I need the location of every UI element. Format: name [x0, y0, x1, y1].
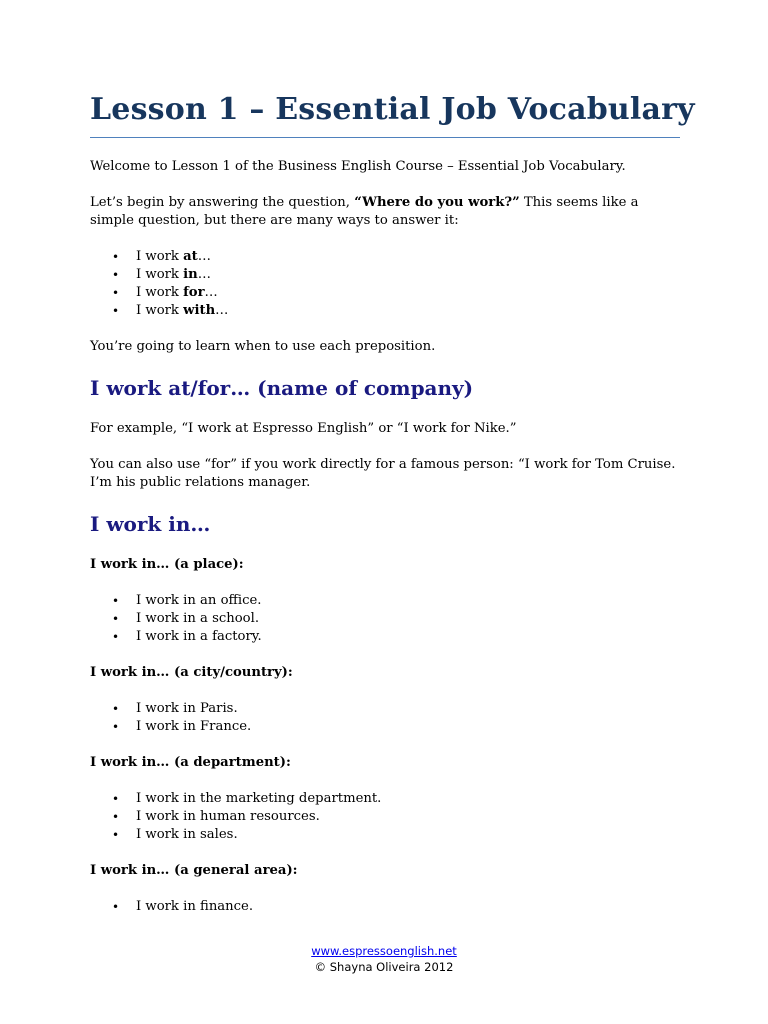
question-text-before: Let’s begin by answering the question, — [90, 195, 355, 210]
title-underline — [90, 137, 680, 138]
group-label-area: I work in… (a general area): — [90, 863, 298, 878]
list-item: • I work in human resources. — [90, 808, 680, 826]
example-paragraph: For example, “I work at Espresso English” or “I work for Nike.” — [90, 421, 517, 436]
list-item: • I work in sales. — [90, 826, 680, 844]
section-heading-in: I work in… — [90, 512, 211, 536]
list-item: • I work in the marketing department. — [90, 790, 680, 808]
city-list — [90, 700, 680, 736]
list-item: • I work in Paris. — [90, 700, 680, 718]
list-item: • I work in an office. — [90, 592, 680, 610]
learn-note: You’re going to learn when to use each preposition. — [90, 339, 436, 354]
list-item: • I work with… — [90, 302, 680, 320]
list-item: • I work in a factory. — [90, 628, 680, 646]
question-highlight: “Where do you work?” — [354, 195, 520, 210]
list-item: • I work for… — [90, 284, 680, 302]
place-list — [90, 592, 680, 646]
question-text-after: This seems like a simple question, but there are many ways to answer it: — [90, 195, 639, 228]
famous-person-paragraph: You can also use “for” if you work directly for a famous person: “I work for Tom Cruise. I’m his public relations manager. — [90, 457, 676, 490]
website-link[interactable]: www.espressoenglish.net — [311, 944, 457, 958]
section-heading-at-for: I work at/for… (name of company) — [90, 376, 474, 400]
copyright-notice: © Shayna Oliveira 2012 — [314, 960, 454, 974]
list-item: • I work in a school. — [90, 610, 680, 628]
group-label-city: I work in… (a city/country): — [90, 665, 293, 680]
list-item: • I work in finance. — [90, 898, 680, 916]
document-body — [90, 158, 680, 934]
list-item: • I work at… — [90, 248, 680, 266]
group-label-department: I work in… (a department): — [90, 755, 291, 770]
intro-paragraph: Welcome to Lesson 1 of the Business English Course – Essential Job Vocabulary. — [90, 159, 626, 174]
list-item: • I work in France. — [90, 718, 680, 736]
list-item: • I work in… — [90, 266, 680, 284]
area-list — [90, 898, 680, 916]
page-title: Lesson 1 – Essential Job Vocabulary — [90, 92, 695, 127]
question-paragraph — [90, 194, 680, 230]
preposition-list — [90, 248, 680, 320]
group-label-place: I work in… (a place): — [90, 557, 244, 572]
page-footer — [0, 943, 768, 975]
department-list — [90, 790, 680, 844]
